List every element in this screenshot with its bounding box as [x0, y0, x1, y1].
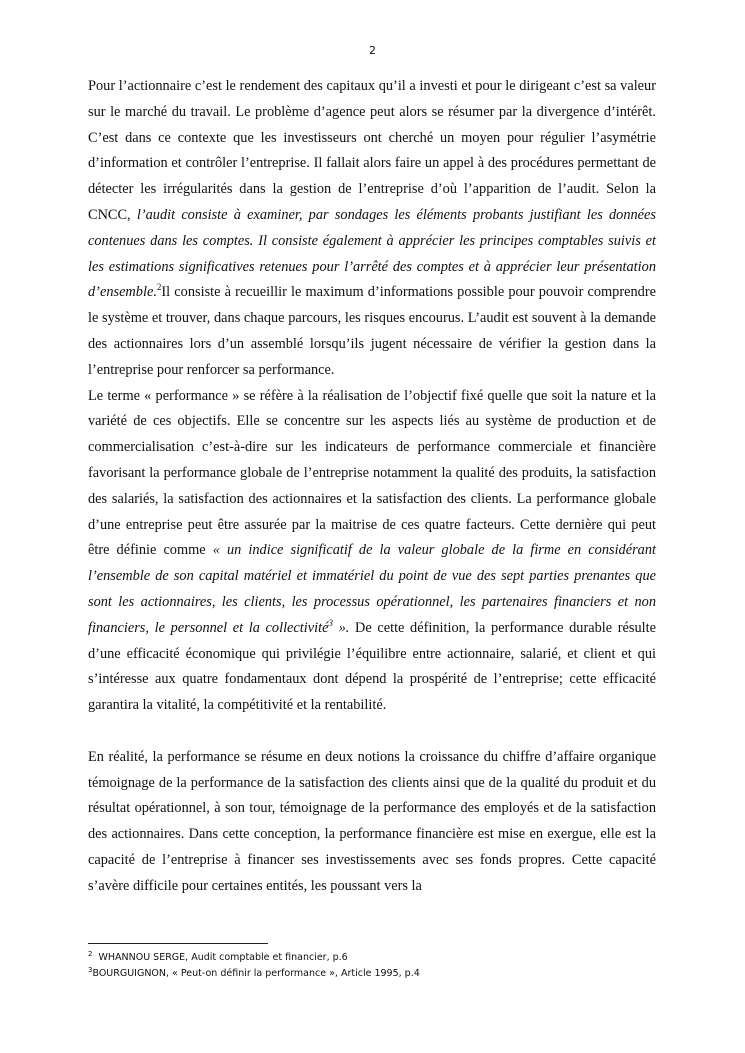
- paragraph-text: De cette définition, la performance durable résulte d’une efficacité économique qui privilégie l’équilibre entre actionnaire, salarié, et client et qui s’intéresse aux quatre fondamentaux dont dépend la prospérité de l’entreprise; cette efficacité garantira la vitalité, la compétitivité et la rentabilité.: [88, 619, 656, 714]
- footnotes: [88, 950, 656, 982]
- quote-text: « un indice significatif de la valeur globale de la firme en considérant l’ensemble de son capital matériel et immatériel du point de vue des sept parties prenantes que sont les actionnaires, les clients, les processus opérationnel, les partenaires financiers et non financiers, le personnel et la collectivité: [88, 542, 657, 636]
- footnote-text: BOURGUIGNON, « Peut-on définir la performance », Article 1995, p.4: [92, 968, 420, 979]
- paragraph-agency-audit: [88, 74, 656, 384]
- footnote: [88, 966, 656, 982]
- footnote-separator: [88, 943, 268, 944]
- quote-close: ».: [332, 619, 350, 636]
- cncc-quote: l’audit consiste à examiner, par sondages les éléments probants justifiant les données contenues dans les comptes. Il consiste également à apprécier les principes comptables suivis et les estimations significatives retenues pour l’arrêté des comptes et à apprécier leur présentation d’ensemble.: [88, 206, 656, 301]
- footnote-number: 3: [88, 966, 93, 974]
- footnote-text: WHANNOU SERGE, Audit comptable et financier, p.6: [98, 952, 348, 963]
- paragraph-text: Il consiste à recueillir le maximum d’informations possible pour pouvoir comprendre le système et trouver, dans chaque parcours, les risques encourus. L’audit est souvent à la demande des actionnaires lors d’un assemblé lorsqu’ils jugent nécessaire de vérifier la gestion dans la l’entreprise pour renforcer sa performance.: [88, 284, 656, 378]
- footnote-ref: 2: [156, 282, 162, 293]
- page-number: 2: [369, 44, 376, 57]
- footnote-ref: 3: [328, 617, 333, 628]
- body-text: [88, 74, 656, 900]
- paragraph-financial-performance: En réalité, la performance se résume en deux notions la croissance du chiffre d’affaire organique témoignage de la performance de la satisfaction des clients ainsi que de la qualité du produit et du résultat opérationnel, à son tour, témoignage de la performance des employés et de la satisfaction des actionnaires. Dans cette conception, la performance financière est mise en exergue, elle est la capacité de l’entreprise à financer ses investissements avec ses fonds propres. Cette capacité s’avère difficile pour certaines entités, les poussant vers la: [88, 748, 656, 894]
- paragraph-performance-definition: [88, 384, 656, 719]
- footnote-number: 2: [88, 950, 93, 958]
- paragraph-text: Pour l’actionnaire c’est le rendement des capitaux qu’il a investi et pour le dirigeant c’est sa valeur sur le marché du travail. Le problème d’agence peut alors se résumer par la divergence d’intérêt. C’est dans ce contexte que les investisseurs ont cherché un moyen pour régulier l’asymétrie d’information et contrôler l’entreprise. Il fallait alors faire un appel à des procédures permettant de détecter les irrégularités dans la gestion de l’entreprise d’où l’apparition de l’audit. Selon la CNCC,: [88, 78, 656, 223]
- footnote: [88, 950, 656, 966]
- paragraph-text: Le terme « performance » se réfère à la réalisation de l’objectif fixé quelle que soit la nature et la variété de ces objectifs. Elle se concentre sur les aspects liés au système de production et de commercialisation c’est-à-dire sur les indicateurs de performance commerciale et financière favorisant la performance globale de l’entreprise notamment la qualité des produits, la satisfaction des salariés, la satisfaction des actionnaires et la satisfaction des clients. La performance globale d’une entreprise peut être assurée par la maitrise de ces quatre facteurs. Cette dernière qui peut être définie comme: [88, 387, 656, 559]
